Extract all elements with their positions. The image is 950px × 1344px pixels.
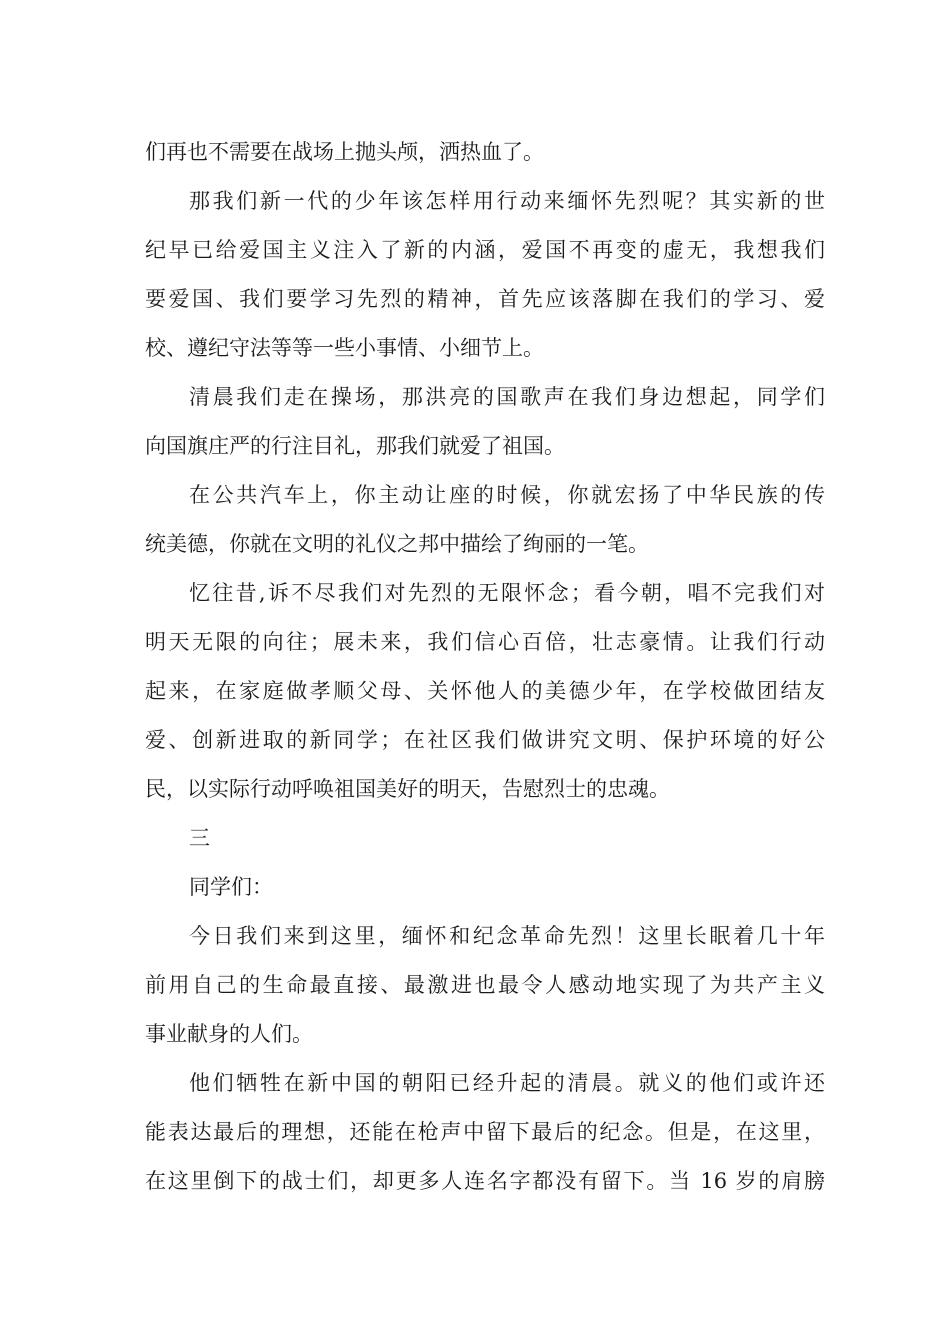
text-line: 能表达最后的理想，还能在枪声中留下最后的纪念。但是，在这里， xyxy=(145,1120,825,1144)
text-line: 统美德，你就在文明的礼仪之邦中描绘了绚丽的一笔。 xyxy=(145,532,649,556)
text-line: 明天无限的向往；展未来，我们信心百倍，壮志豪情。让我们行动 xyxy=(145,630,825,654)
text-line: 民，以实际行动呼唤祖国美好的明天，告慰烈士的忠魂。 xyxy=(145,777,670,801)
text-line: 事业献身的人们。 xyxy=(145,1022,313,1046)
text-line: 他们牺牲在新中国的朝阳已经升起的清晨。就义的他们或许还 xyxy=(189,1071,825,1095)
text-line: 三 xyxy=(189,826,210,850)
text-line: 清晨我们走在操场，那洪亮的国歌声在我们身边想起，同学们 xyxy=(189,385,825,409)
text-line: 纪早已给爱国主义注入了新的内涵，爱国不再变的虚无，我想我们 xyxy=(145,238,825,262)
text-line: 同学们： xyxy=(189,875,273,899)
text-line: 今日我们来到这里，缅怀和纪念革命先烈！这里长眠着几十年 xyxy=(189,924,825,948)
text-line: 前用自己的生命最直接、最激进也最令人感动地实现了为共产主义 xyxy=(145,973,825,997)
text-line: 向国旗庄严的行注目礼，那我们就爱了祖国。 xyxy=(145,434,565,458)
text-line: 在这里倒下的战士们，却更多人连名字都没有留下。当 16 岁的肩膀 xyxy=(145,1169,825,1193)
text-line: 起来，在家庭做孝顺父母、关怀他人的美德少年，在学校做团结友 xyxy=(145,679,825,703)
text-line: 们再也不需要在战场上抛头颅，洒热血了。 xyxy=(145,140,544,164)
text-line: 爱、创新进取的新同学；在社区我们做讲究文明、保护环境的好公 xyxy=(145,728,825,752)
document-body xyxy=(145,128,825,1206)
text-line: 在公共汽车上，你主动让座的时候，你就宏扬了中华民族的传 xyxy=(189,483,825,507)
text-line: 要爱国、我们要学习先烈的精神，首先应该落脚在我们的学习、爱 xyxy=(145,287,825,311)
text-line: 忆往昔,诉不尽我们对先烈的无限怀念；看今朝，唱不完我们对 xyxy=(189,581,825,605)
text-line: 校、遵纪守法等等一些小事情、小细节上。 xyxy=(145,336,544,360)
text-line: 那我们新一代的少年该怎样用行动来缅怀先烈呢？其实新的世 xyxy=(189,189,825,213)
